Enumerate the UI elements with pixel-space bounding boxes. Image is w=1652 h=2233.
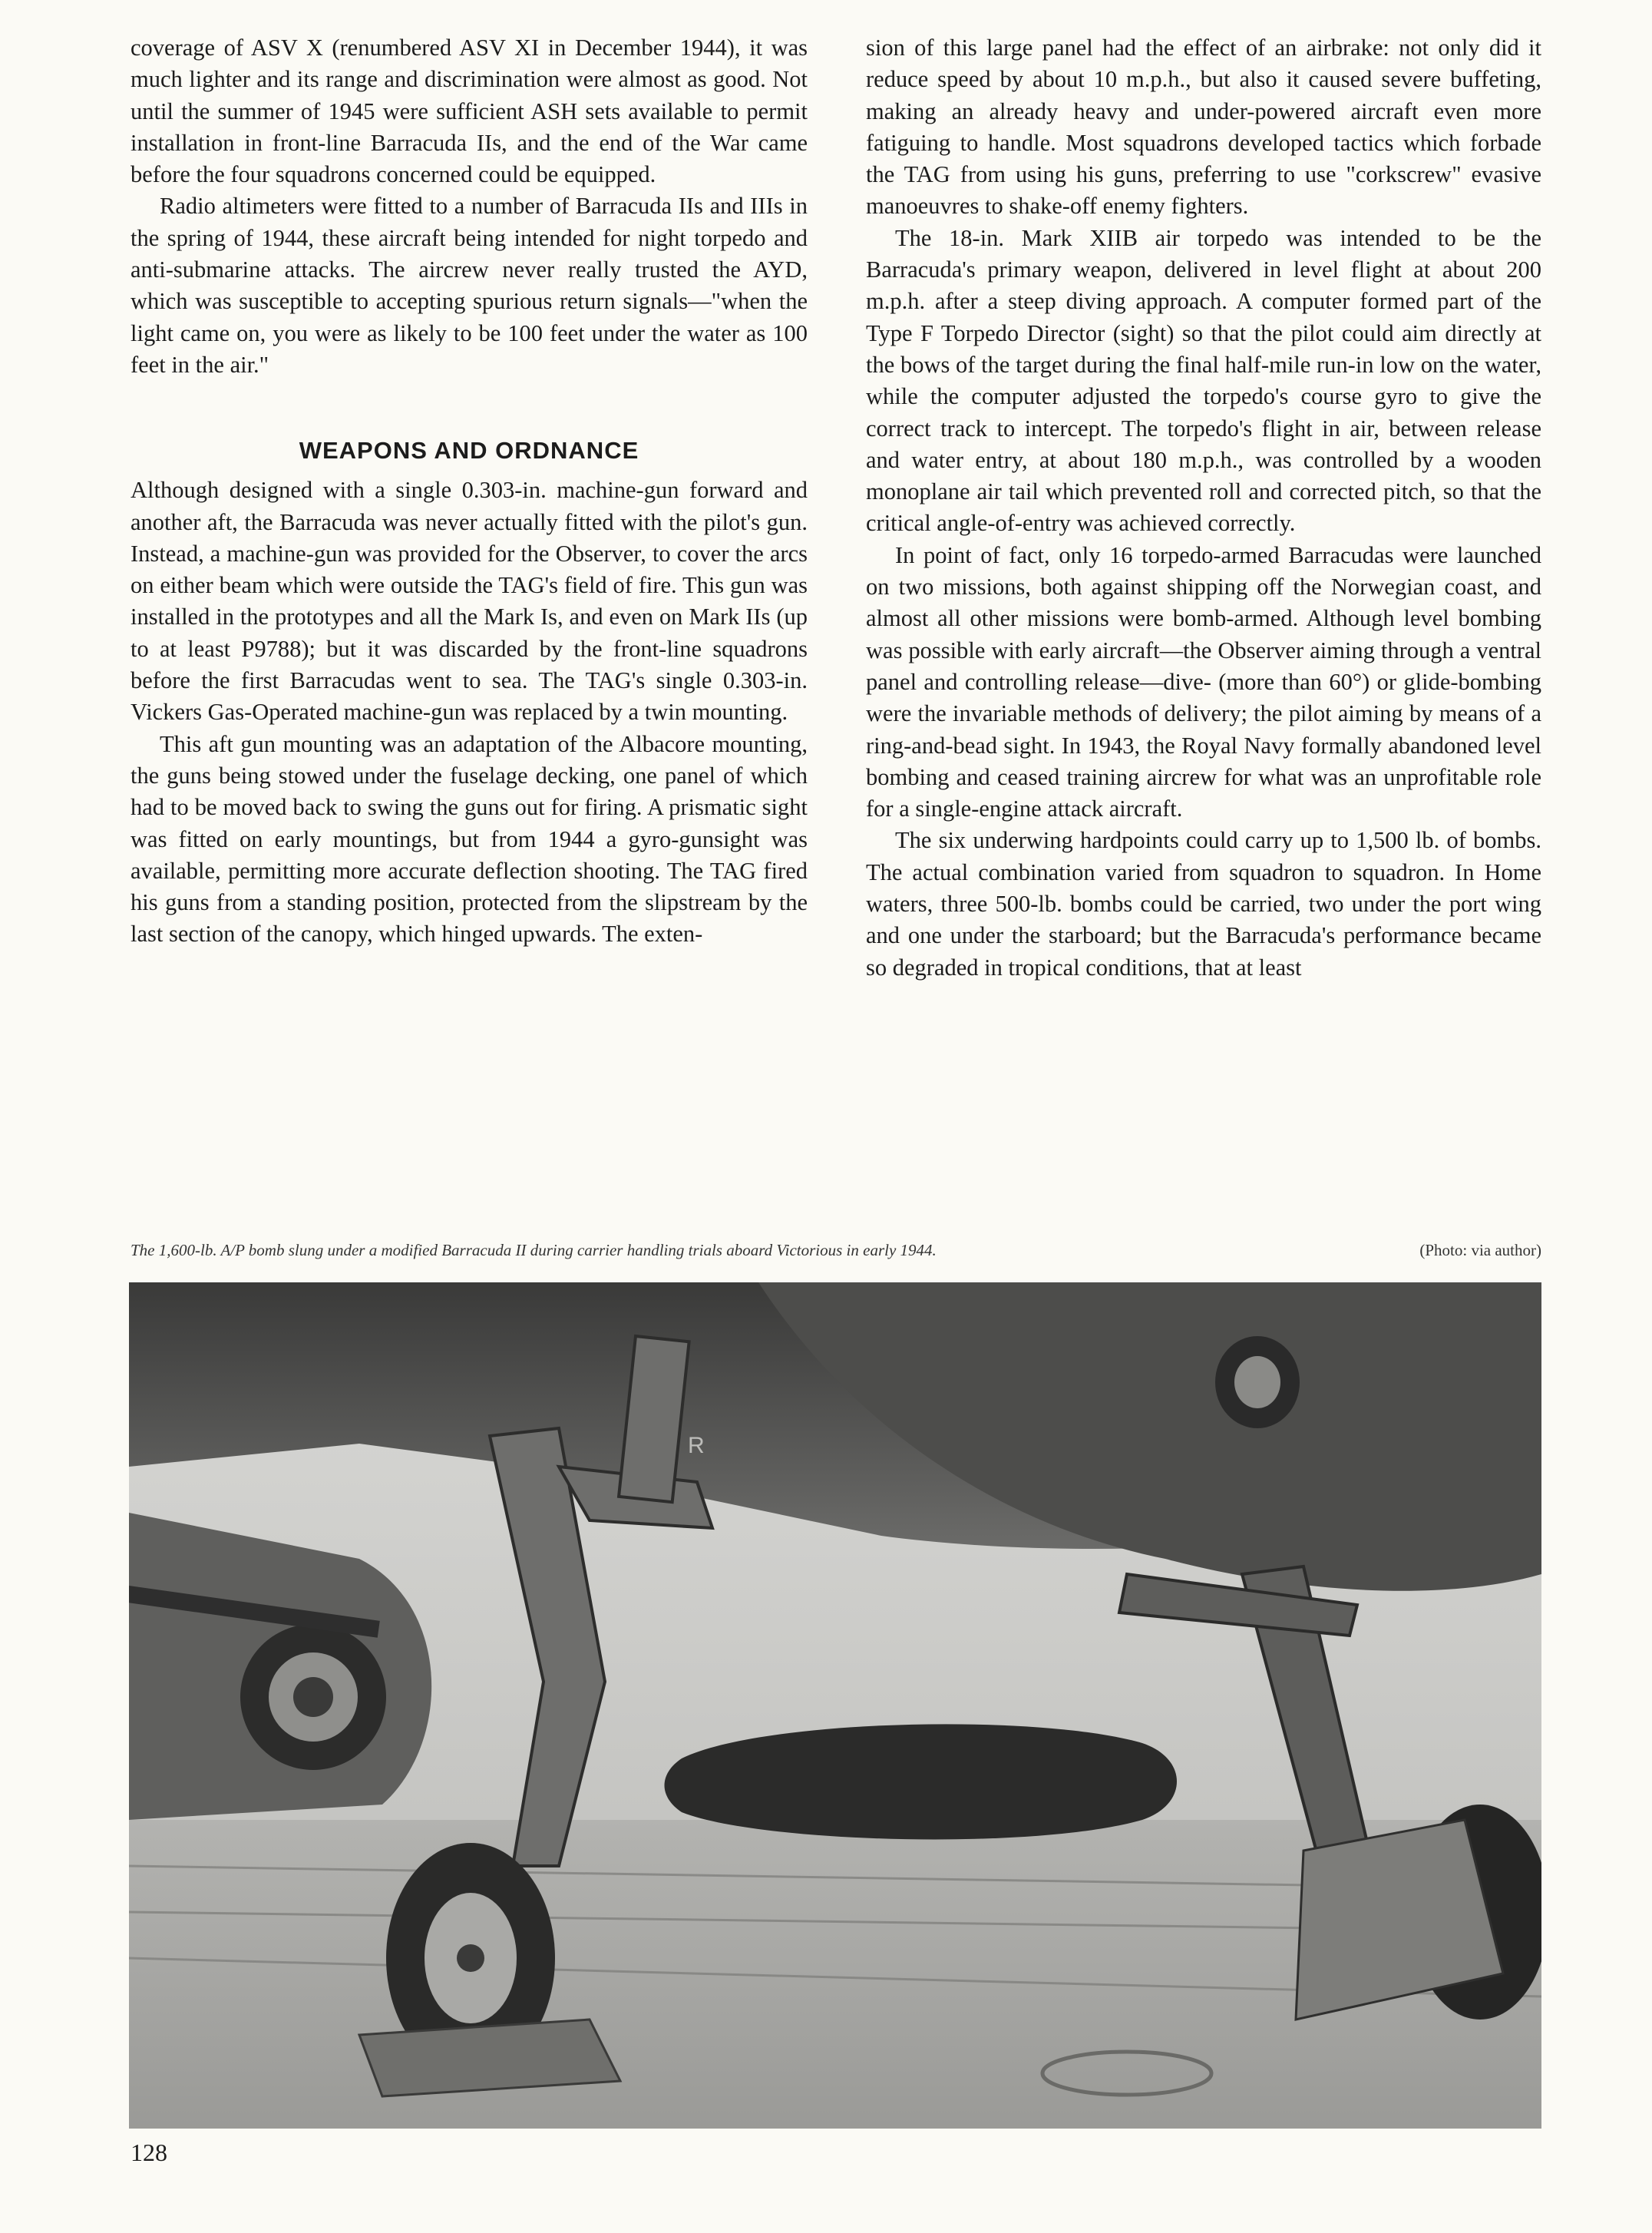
paragraph: coverage of ASV X (renumbered ASV XI in December 1944), it was much lighter and its range and discrimination were almost as good. Not until the summer of 1945 were sufficient ASH sets available to permit installation in front-line Barracuda IIs, and the end of the War came before the four squadrons concerned could be equipped. (131, 35, 808, 188)
page-number: 128 (131, 2139, 167, 2166)
paragraph: The 18-in. Mark XIIB air torpedo was intended to be the Barracuda's primary weapon, delivered in level flight at about 200 m.p.h. after a steep diving approach. A computer formed part of the Type F Torpedo Director (sight) so that the pilot could aim directly at the bows of the target during the final half-mile run-in low on the water, while the computer adjusted the torpedo's course gyro to give the correct track to intercept. The torpedo's flight in air, between release and water entry, at about 180 m.p.h., was controlled by a wooden monoplane air tail which prevented roll and corrected pitch, so that the critical angle-of-entry was achieved correctly. (866, 224, 1541, 537)
paragraph: The six underwing hardpoints could carry up to 1,500 lb. of bombs. The actual combination varied from squadron to squadron. In Home waters, three 500-lb. bombs could be carried, two under the port wing and one under the starboard; but the Barracuda's performance became so degraded in tropical conditions, that at least (866, 827, 1541, 981)
photo-caption (131, 1241, 1541, 1260)
right-column (866, 32, 1541, 984)
paragraph: sion of this large panel had the effect of an airbrake: not only did it reduce speed by about 10 m.p.h., but also it caused severe buffeting, making an already heavy and under-powered aircraft even more fatiguing to handle. Most squadrons developed tactics which forbade the TAG from using his guns, preferring to use "corkscrew" evasive manoeuvres to shake-off enemy fighters. (866, 35, 1541, 220)
fuselage-letter: R (688, 1433, 705, 1458)
paragraph: This aft gun mounting was an adaptation of the Albacore mounting, the guns being stowed under the fuselage decking, one panel of which had to be moved back to swing the guns out for firing. A prismatic sight was fitted on early mountings, but from 1944 a gyro-gunsight was available, permitting more accurate deflection shooting. The TAG fired his guns from a standing position, protected from the slipstream by the last section of the canopy, which hinged upwards. The exten- (131, 730, 808, 948)
left-column (131, 32, 808, 951)
paragraph: In point of fact, only 16 torpedo-armed Barracudas were launched on two missions, both against shipping off the Norwegian coast, and almost all other missions were bomb-armed. Although level bombing was possible with early aircraft—the Observer aiming through a ventral panel and controlling release—dive- (more than 60°) or glide-bombing were the invariable methods of delivery; the pilot aiming by means of a ring-and-bead sight. In 1943, the Royal Navy formally abandoned level bombing and ceased training aircrew for what was an unprofitable role for a single-engine attack aircraft. (866, 541, 1541, 822)
paragraph: Radio altimeters were fitted to a number of Barracuda IIs and IIIs in the spring of 1944, these aircraft being intended for night torpedo and anti-submarine attacks. The aircrew never really trusted the AYD, which was susceptible to accepting spurious return signals—"when the light came on, you were as likely to be 100 feet under the water as 100 feet in the air." (131, 193, 808, 378)
photo-credit: (Photo: via author) (1419, 1241, 1541, 1259)
caption-text: The 1,600-lb. A/P bomb slung under a modified Barracuda II during carrier handling trials aboard Victorious in early 1944. (131, 1241, 937, 1259)
paragraph: Although designed with a single 0.303-in. machine-gun forward and another aft, the Barracuda was never actually fitted with the pilot's gun. Instead, a machine-gun was provided for the Observer, to cover the arcs on either beam which were outside the TAG's field of fire. This gun was installed in the prototypes and all the Mark Is, and even on Mark IIs (up to at least P9788); but it was discarded by the front-line squadrons before the first Barracudas went to sea. The TAG's single 0.303-in. Vickers Gas-Operated machine-gun was replaced by a twin mounting. (131, 477, 808, 726)
section-heading: WEAPONS AND ORDNANCE (299, 437, 639, 465)
aircraft-photo (129, 1282, 1541, 2129)
barracuda-undercarriage-image (129, 1282, 1541, 2129)
